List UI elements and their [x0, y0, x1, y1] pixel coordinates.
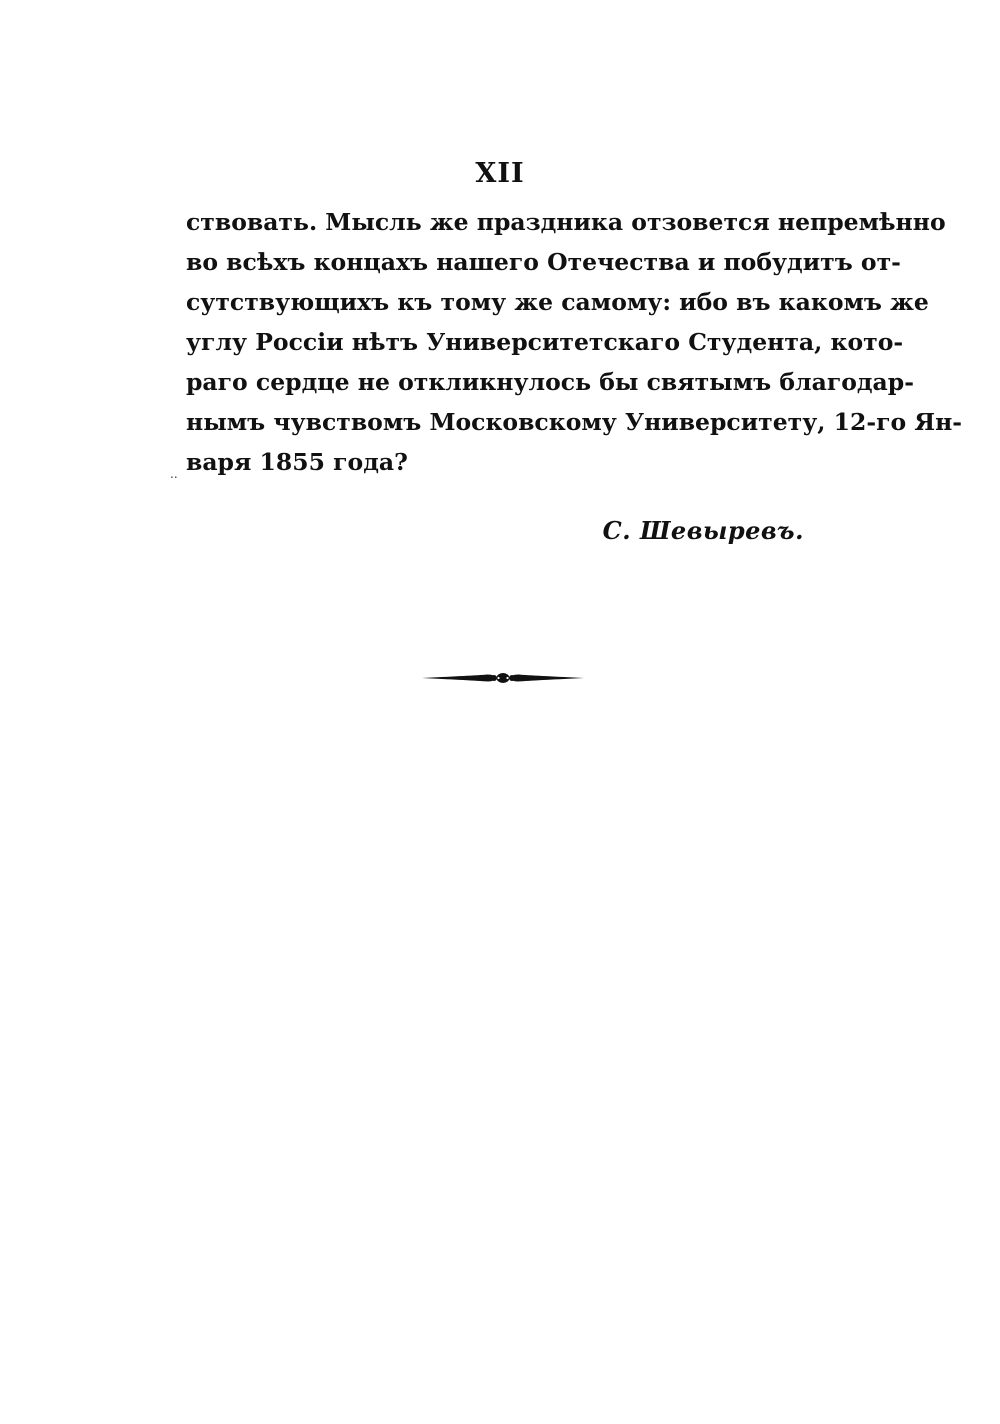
text-line: варя 1855 года? [186, 448, 408, 476]
page-number: XII [475, 158, 525, 189]
print-speck: .. [170, 467, 178, 481]
text-line: нымъ чувствомъ Московскому Университету, 12-го Ян- [186, 408, 963, 436]
text-line: во всѣхъ концахъ нашего Отечества и побудитъ от- [186, 248, 901, 276]
text-line: углу Россіи нѣтъ Университетскаго Студента, кото- [186, 328, 904, 356]
author-signature: С. Шевыревъ. [602, 516, 804, 545]
tailpiece-ornament-icon [420, 668, 586, 688]
text-line: сутствующихъ къ тому же самому: ибо въ какомъ же [186, 288, 929, 316]
body-paragraph [186, 202, 963, 482]
text-line: ствовать. Мысль же праздника отзовется непремѣнно [186, 208, 946, 236]
text-line: раго сердце не откликнулось бы святымъ благодар- [186, 368, 914, 396]
